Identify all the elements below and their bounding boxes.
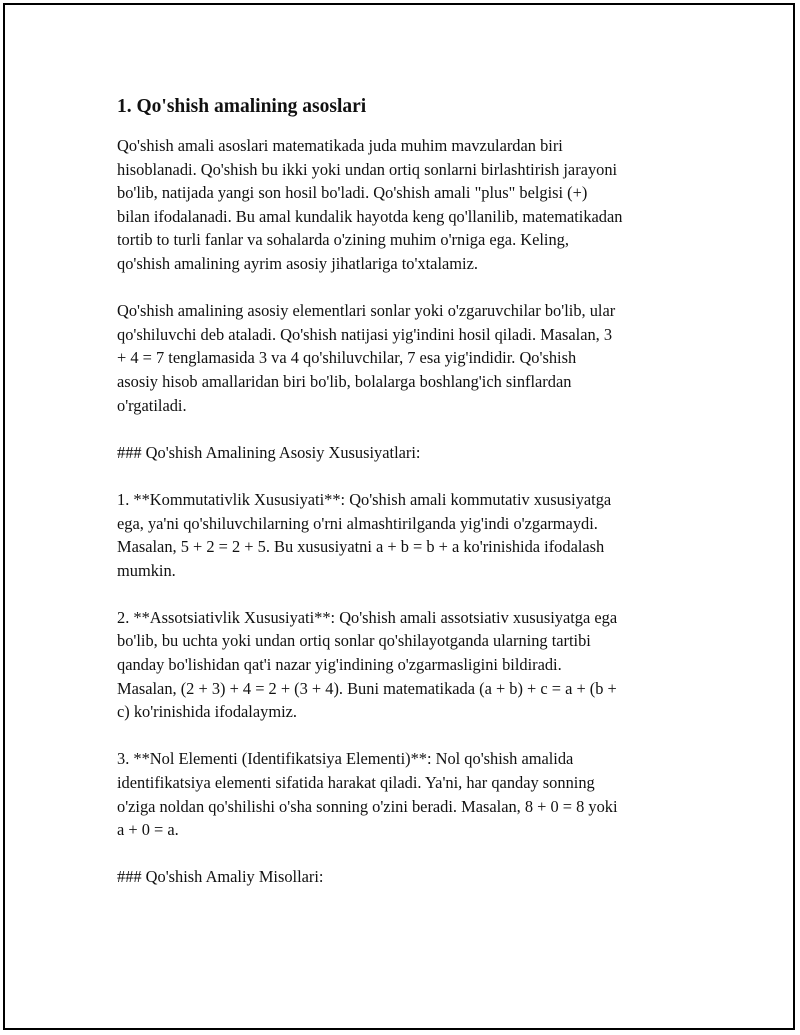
intro-paragraph (117, 134, 697, 276)
text-line: o'ziga noldan qo'shilishi o'sha sonning o'zini beradi. Masalan, 8 + 0 = 8 yoki (117, 796, 618, 816)
text-line: Masalan, (2 + 3) + 4 = 2 + (3 + 4). Buni matematikada (a + b) + c = a + (b + (117, 678, 617, 698)
elements-paragraph (117, 299, 697, 417)
commutative-paragraph (117, 488, 697, 582)
text-line: 3. **Nol Elementi (Identifikatsiya Elementi)**: Nol qo'shish amalida (117, 749, 574, 769)
text-line: bilan ifodalanadi. Bu amal kundalik hayotda keng qo'llanilib, matematikadan (117, 206, 623, 226)
text-line: qanday bo'lishidan qat'i nazar yig'indining o'zgarmasligini bildiradi. (117, 655, 562, 675)
text-line: a + 0 = a. (117, 820, 179, 840)
text-line: mumkin. (117, 560, 176, 580)
associative-paragraph (117, 606, 697, 724)
text-line: 2. **Assotsiativlik Xususiyati**: Qo'shish amali assotsiativ xususiyatga ega (117, 607, 618, 627)
document-body (117, 94, 697, 913)
text-line: c) ko'rinishida ifodalaymiz. (117, 702, 298, 722)
text-line: identifikatsiya elementi sifatida harakat qiladi. Ya'ni, har qanday sonning (117, 773, 595, 793)
text-line: o'rgatiladi. (117, 395, 187, 415)
text-line: asosiy hisob amallaridan biri bo'lib, bolalarga boshlang'ich sinflardan (117, 371, 572, 391)
text-line: bo'lib, natijada yangi son hosil bo'ladi. Qo'shish amali "plus" belgisi (+) (117, 183, 588, 203)
text-line: bo'lib, bu uchta yoki undan ortiq sonlar qo'shilayotganda ularning tartibi (117, 631, 591, 651)
text-line: Qo'shish amali asoslari matematikada juda muhim mavzulardan biri (117, 136, 563, 155)
text-line: hisoblanadi. Qo'shish bu ikki yoki undan ortiq sonlarni birlashtirish jarayoni (117, 159, 618, 179)
text-line: qo'shiluvchi deb ataladi. Qo'shish natijasi yig'indini hosil qiladi. Masalan, 3 (117, 324, 613, 344)
identity-paragraph (117, 747, 697, 841)
text-line: + 4 = 7 tenglamasida 3 va 4 qo'shiluvchilar, 7 esa yig'indidir. Qo'shish (117, 348, 577, 368)
text-line: ### Qo'shish Amalining Asosiy Xususiyatlari: (117, 442, 421, 462)
text-line: Qo'shish amalining asosiy elementlari sonlar yoki o'zgaruvchilar bo'lib, ular (117, 301, 616, 321)
text-line: ega, ya'ni qo'shiluvchilarning o'rni almashtirilganda yig'indi o'zgarmaydi. (117, 513, 598, 533)
text-line: qo'shish amalining ayrim asosiy jihatlariga to'xtalamiz. (117, 253, 478, 273)
section-heading: 1. Qo'shish amalining asoslari (117, 96, 367, 117)
properties-subheading (117, 441, 697, 465)
text-line: Masalan, 5 + 2 = 2 + 5. Bu xususiyatni a + b = b + a ko'rinishida ifodalash (117, 537, 605, 557)
examples-subheading (117, 865, 697, 889)
text-line: ### Qo'shish Amaliy Misollari: (117, 867, 324, 887)
text-line: tortib to turli fanlar va sohalarda o'zining muhim o'rniga ega. Keling, (117, 230, 569, 250)
text-line: 1. **Kommutativlik Xususiyati**: Qo'shish amali kommutativ xususiyatga (117, 489, 612, 509)
